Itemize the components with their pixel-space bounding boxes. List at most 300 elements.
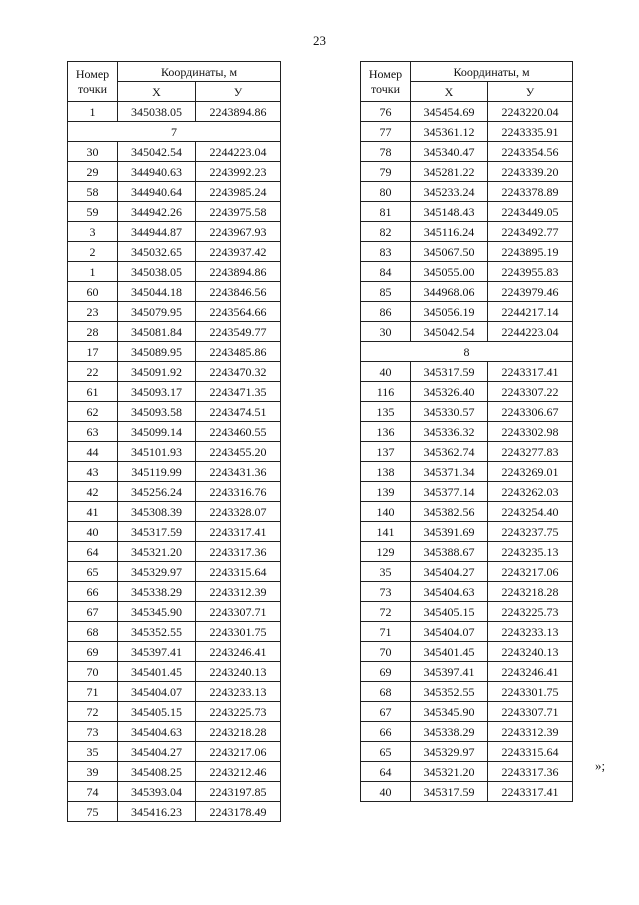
x-coordinate-cell: 345362.74 xyxy=(411,442,488,462)
x-coordinate-cell: 345352.55 xyxy=(411,682,488,702)
x-coordinate-cell: 345099.14 xyxy=(118,422,196,442)
table-row xyxy=(361,622,573,642)
point-number-cell: 137 xyxy=(361,442,411,462)
point-number-cell: 40 xyxy=(68,522,118,542)
point-number-cell: 3 xyxy=(68,222,118,242)
point-number-cell: 66 xyxy=(361,722,411,742)
point-number-cell: 71 xyxy=(361,622,411,642)
y-coordinate-cell: 2243895.19 xyxy=(488,242,573,262)
x-coordinate-cell: 345393.04 xyxy=(118,782,196,802)
table-row xyxy=(68,142,281,162)
x-coordinate-cell: 344940.63 xyxy=(118,162,196,182)
table-row xyxy=(68,282,281,302)
table-row xyxy=(68,582,281,602)
y-coordinate-cell: 2243354.56 xyxy=(488,142,573,162)
table-row xyxy=(361,662,573,682)
y-coordinate-cell: 2243894.86 xyxy=(196,102,281,122)
y-coordinate-cell: 2243312.39 xyxy=(196,582,281,602)
table-row xyxy=(68,542,281,562)
x-coordinate-cell: 345093.58 xyxy=(118,402,196,422)
x-coordinate-cell: 345352.55 xyxy=(118,622,196,642)
y-coordinate-cell: 2243460.55 xyxy=(196,422,281,442)
point-number-cell: 86 xyxy=(361,302,411,322)
table-row xyxy=(361,522,573,542)
point-number-cell: 67 xyxy=(361,702,411,722)
table-row xyxy=(361,202,573,222)
point-number-cell: 78 xyxy=(361,142,411,162)
section-number: 7 xyxy=(68,122,281,142)
y-coordinate-cell: 2243233.13 xyxy=(488,622,573,642)
y-coordinate-cell: 2243212.46 xyxy=(196,762,281,782)
point-number-header xyxy=(68,62,118,102)
point-number-cell: 70 xyxy=(361,642,411,662)
table-body-right xyxy=(361,102,573,802)
y-coordinate-cell: 2243564.66 xyxy=(196,302,281,322)
point-number-cell: 71 xyxy=(68,682,118,702)
y-coordinate-cell: 2243306.67 xyxy=(488,402,573,422)
y-coordinate-cell: 2243233.13 xyxy=(196,682,281,702)
y-coordinate-cell: 2243178.49 xyxy=(196,802,281,822)
point-number-header xyxy=(361,62,411,102)
point-number-cell: 65 xyxy=(361,742,411,762)
point-number-cell: 67 xyxy=(68,602,118,622)
x-coordinate-cell: 345321.20 xyxy=(118,542,196,562)
point-number-cell: 28 xyxy=(68,322,118,342)
x-coordinate-cell: 345397.41 xyxy=(411,662,488,682)
x-coordinate-cell: 345055.00 xyxy=(411,262,488,282)
point-number-cell: 35 xyxy=(361,562,411,582)
point-number-cell: 84 xyxy=(361,262,411,282)
point-number-cell: 59 xyxy=(68,202,118,222)
section-row xyxy=(361,342,573,362)
y-coordinate-cell: 2243549.77 xyxy=(196,322,281,342)
y-coordinate-cell: 2244223.04 xyxy=(196,142,281,162)
y-coordinate-cell: 2243237.75 xyxy=(488,522,573,542)
x-coordinate-cell: 345382.56 xyxy=(411,502,488,522)
table-row xyxy=(68,322,281,342)
table-row xyxy=(68,742,281,762)
y-coordinate-cell: 2243985.24 xyxy=(196,182,281,202)
y-coordinate-cell: 2243225.73 xyxy=(488,602,573,622)
table-row xyxy=(68,102,281,122)
x-coordinate-cell: 345256.24 xyxy=(118,482,196,502)
y-coordinate-cell: 2243339.20 xyxy=(488,162,573,182)
x-coordinate-cell: 345338.29 xyxy=(118,582,196,602)
point-number-cell: 23 xyxy=(68,302,118,322)
x-coordinate-cell: 345044.18 xyxy=(118,282,196,302)
y-coordinate-cell: 2243240.13 xyxy=(196,662,281,682)
y-coordinate-cell: 2243431.36 xyxy=(196,462,281,482)
point-number-cell: 79 xyxy=(361,162,411,182)
table-row xyxy=(68,802,281,822)
x-coordinate-cell: 345321.20 xyxy=(411,762,488,782)
point-number-cell: 140 xyxy=(361,502,411,522)
table-row xyxy=(68,722,281,742)
y-coordinate-cell: 2243197.85 xyxy=(196,782,281,802)
point-number-cell: 35 xyxy=(68,742,118,762)
table-row xyxy=(68,682,281,702)
x-coordinate-cell: 345067.50 xyxy=(411,242,488,262)
x-header: X xyxy=(118,82,196,102)
y-coordinate-cell: 2243317.36 xyxy=(196,542,281,562)
x-coordinate-cell: 345042.54 xyxy=(411,322,488,342)
x-coordinate-cell: 345148.43 xyxy=(411,202,488,222)
table-row xyxy=(68,702,281,722)
table-row xyxy=(361,642,573,662)
x-coordinate-cell: 345091.92 xyxy=(118,362,196,382)
x-coordinate-cell: 345397.41 xyxy=(118,642,196,662)
table-row xyxy=(68,642,281,662)
y-coordinate-cell: 2243455.20 xyxy=(196,442,281,462)
y-coordinate-cell: 2243471.35 xyxy=(196,382,281,402)
x-coordinate-cell: 345317.59 xyxy=(118,522,196,542)
header-row xyxy=(68,62,281,82)
x-coordinate-cell: 345404.27 xyxy=(411,562,488,582)
point-number-cell: 138 xyxy=(361,462,411,482)
table-row xyxy=(68,262,281,282)
table-row xyxy=(68,562,281,582)
coordinates-table-right xyxy=(360,61,573,802)
table-row xyxy=(361,242,573,262)
x-coordinate-cell: 344942.26 xyxy=(118,202,196,222)
y-coordinate-cell: 2243235.13 xyxy=(488,542,573,562)
point-number-cell: 1 xyxy=(68,262,118,282)
table-row xyxy=(68,462,281,482)
table-row xyxy=(361,442,573,462)
table-row xyxy=(361,362,573,382)
point-number-cell: 85 xyxy=(361,282,411,302)
x-coordinate-cell: 345377.14 xyxy=(411,482,488,502)
y-coordinate-cell: 2243225.73 xyxy=(196,702,281,722)
x-coordinate-cell: 345404.07 xyxy=(411,622,488,642)
table-row xyxy=(68,222,281,242)
point-number-cell: 135 xyxy=(361,402,411,422)
table-row xyxy=(361,542,573,562)
y-coordinate-cell: 2244217.14 xyxy=(488,302,573,322)
point-number-cell: 68 xyxy=(361,682,411,702)
table-row xyxy=(68,782,281,802)
table-row xyxy=(68,402,281,422)
y-coordinate-cell: 2243894.86 xyxy=(196,262,281,282)
y-coordinate-cell: 2243262.03 xyxy=(488,482,573,502)
y-coordinate-cell: 2243218.28 xyxy=(488,582,573,602)
table-row xyxy=(361,742,573,762)
section-row xyxy=(68,122,281,142)
x-coordinate-cell: 345338.29 xyxy=(411,722,488,742)
table-row xyxy=(361,422,573,442)
x-coordinate-cell: 345371.34 xyxy=(411,462,488,482)
point-number-cell: 64 xyxy=(68,542,118,562)
table-row xyxy=(361,762,573,782)
table-row xyxy=(361,582,573,602)
x-coordinate-cell: 345079.95 xyxy=(118,302,196,322)
x-coordinate-cell: 345405.15 xyxy=(118,702,196,722)
y-coordinate-cell: 2243269.01 xyxy=(488,462,573,482)
table-row xyxy=(68,662,281,682)
x-coordinate-cell: 345454.69 xyxy=(411,102,488,122)
y-coordinate-cell: 2243992.23 xyxy=(196,162,281,182)
point-number-cell: 139 xyxy=(361,482,411,502)
x-coordinate-cell: 345038.05 xyxy=(118,102,196,122)
point-number-cell: 141 xyxy=(361,522,411,542)
y-coordinate-cell: 2243317.41 xyxy=(196,522,281,542)
table-row xyxy=(361,282,573,302)
x-coordinate-cell: 345101.93 xyxy=(118,442,196,462)
y-coordinate-cell: 2243217.06 xyxy=(196,742,281,762)
x-coordinate-cell: 345093.17 xyxy=(118,382,196,402)
point-number-cell: 73 xyxy=(68,722,118,742)
point-number-cell: 30 xyxy=(68,142,118,162)
x-coordinate-cell: 345089.95 xyxy=(118,342,196,362)
y-coordinate-cell: 2243312.39 xyxy=(488,722,573,742)
point-number-cell: 39 xyxy=(68,762,118,782)
y-coordinate-cell: 2243246.41 xyxy=(196,642,281,662)
point-number-cell: 66 xyxy=(68,582,118,602)
page-number: 23 xyxy=(313,33,326,48)
y-coordinate-cell: 2243315.64 xyxy=(488,742,573,762)
y-coordinate-cell: 2243967.93 xyxy=(196,222,281,242)
y-coordinate-cell: 2243220.04 xyxy=(488,102,573,122)
point-number-cell: 68 xyxy=(68,622,118,642)
point-number-cell: 83 xyxy=(361,242,411,262)
table-row xyxy=(361,702,573,722)
table-row xyxy=(68,162,281,182)
closing-quote: »; xyxy=(595,758,606,773)
table-row xyxy=(361,142,573,162)
y-coordinate-cell: 2243975.58 xyxy=(196,202,281,222)
table-row xyxy=(361,562,573,582)
x-coordinate-cell: 345404.07 xyxy=(118,682,196,702)
point-number-cell: 42 xyxy=(68,482,118,502)
point-number-cell: 74 xyxy=(68,782,118,802)
y-coordinate-cell: 2243307.71 xyxy=(488,702,573,722)
point-number-cell: 1 xyxy=(68,102,118,122)
y-coordinate-cell: 2243955.83 xyxy=(488,262,573,282)
y-coordinate-cell: 2243846.56 xyxy=(196,282,281,302)
point-number-cell: 72 xyxy=(361,602,411,622)
point-header-line1: Номер xyxy=(75,66,110,81)
point-number-cell: 63 xyxy=(68,422,118,442)
section-number: 8 xyxy=(361,342,573,362)
x-coordinate-cell: 345308.39 xyxy=(118,502,196,522)
coordinates-header: Координаты, м xyxy=(118,62,281,82)
y-coordinate-cell: 2243316.76 xyxy=(196,482,281,502)
y-coordinate-cell: 2243328.07 xyxy=(196,502,281,522)
point-number-cell: 58 xyxy=(68,182,118,202)
x-coordinate-cell: 345404.63 xyxy=(118,722,196,742)
point-number-cell: 82 xyxy=(361,222,411,242)
point-number-cell: 44 xyxy=(68,442,118,462)
point-number-cell: 17 xyxy=(68,342,118,362)
x-coordinate-cell: 345119.99 xyxy=(118,462,196,482)
table-row xyxy=(68,762,281,782)
x-coordinate-cell: 345416.23 xyxy=(118,802,196,822)
x-coordinate-cell: 345042.54 xyxy=(118,142,196,162)
x-coordinate-cell: 345326.40 xyxy=(411,382,488,402)
y-coordinate-cell: 2243335.91 xyxy=(488,122,573,142)
y-coordinate-cell: 2243470.32 xyxy=(196,362,281,382)
table-row xyxy=(68,422,281,442)
point-number-cell: 40 xyxy=(361,782,411,802)
point-header-line1: Номер xyxy=(368,66,403,81)
y-coordinate-cell: 2243485.86 xyxy=(196,342,281,362)
x-coordinate-cell: 345032.65 xyxy=(118,242,196,262)
point-number-cell: 81 xyxy=(361,202,411,222)
x-coordinate-cell: 345081.84 xyxy=(118,322,196,342)
y-coordinate-cell: 2243254.40 xyxy=(488,502,573,522)
table-row xyxy=(361,682,573,702)
x-coordinate-cell: 345281.22 xyxy=(411,162,488,182)
point-number-cell: 76 xyxy=(361,102,411,122)
table-row xyxy=(68,602,281,622)
table-row xyxy=(68,522,281,542)
point-number-cell: 30 xyxy=(361,322,411,342)
point-number-cell: 69 xyxy=(361,662,411,682)
table-row xyxy=(361,262,573,282)
point-number-cell: 70 xyxy=(68,662,118,682)
table-body-left xyxy=(68,102,281,822)
x-coordinate-cell: 345401.45 xyxy=(118,662,196,682)
x-coordinate-cell: 345317.59 xyxy=(411,362,488,382)
point-number-cell: 43 xyxy=(68,462,118,482)
table-row xyxy=(361,182,573,202)
table-row xyxy=(361,302,573,322)
x-coordinate-cell: 345404.27 xyxy=(118,742,196,762)
table-row xyxy=(68,182,281,202)
y-coordinate-cell: 2243218.28 xyxy=(196,722,281,742)
table-row xyxy=(361,502,573,522)
table-row xyxy=(361,482,573,502)
table-row xyxy=(361,122,573,142)
y-coordinate-cell: 2243301.75 xyxy=(488,682,573,702)
table-row xyxy=(361,382,573,402)
point-number-cell: 40 xyxy=(361,362,411,382)
point-number-cell: 69 xyxy=(68,642,118,662)
coordinates-header: Координаты, м xyxy=(411,62,573,82)
x-coordinate-cell: 345038.05 xyxy=(118,262,196,282)
table-row xyxy=(68,202,281,222)
x-coordinate-cell: 345233.24 xyxy=(411,182,488,202)
point-number-cell: 80 xyxy=(361,182,411,202)
table-row xyxy=(361,402,573,422)
table-row xyxy=(361,222,573,242)
x-coordinate-cell: 344940.64 xyxy=(118,182,196,202)
x-header: X xyxy=(411,82,488,102)
x-coordinate-cell: 345329.97 xyxy=(411,742,488,762)
point-number-cell: 116 xyxy=(361,382,411,402)
point-number-cell: 2 xyxy=(68,242,118,262)
table-row xyxy=(361,782,573,802)
y-coordinate-cell: 2243277.83 xyxy=(488,442,573,462)
x-coordinate-cell: 345391.69 xyxy=(411,522,488,542)
y-coordinate-cell: 2243317.36 xyxy=(488,762,573,782)
table-row xyxy=(68,622,281,642)
point-number-cell: 61 xyxy=(68,382,118,402)
x-coordinate-cell: 345116.24 xyxy=(411,222,488,242)
table-row xyxy=(68,342,281,362)
coordinates-table-left xyxy=(67,61,281,822)
table-row xyxy=(361,162,573,182)
point-number-cell: 29 xyxy=(68,162,118,182)
table-row xyxy=(361,462,573,482)
point-number-cell: 65 xyxy=(68,562,118,582)
header-row xyxy=(361,62,573,82)
point-number-cell: 73 xyxy=(361,582,411,602)
point-number-cell: 60 xyxy=(68,282,118,302)
y-coordinate-cell: 2243474.51 xyxy=(196,402,281,422)
x-coordinate-cell: 345317.59 xyxy=(411,782,488,802)
y-coordinate-cell: 2243449.05 xyxy=(488,202,573,222)
table-row xyxy=(361,602,573,622)
x-coordinate-cell: 345056.19 xyxy=(411,302,488,322)
point-number-cell: 77 xyxy=(361,122,411,142)
table-row xyxy=(361,722,573,742)
y-coordinate-cell: 2243307.71 xyxy=(196,602,281,622)
y-coordinate-cell: 2244223.04 xyxy=(488,322,573,342)
y-header: У xyxy=(196,82,281,102)
y-coordinate-cell: 2243317.41 xyxy=(488,782,573,802)
x-coordinate-cell: 345388.67 xyxy=(411,542,488,562)
point-number-cell: 129 xyxy=(361,542,411,562)
y-coordinate-cell: 2243492.77 xyxy=(488,222,573,242)
y-coordinate-cell: 2243315.64 xyxy=(196,562,281,582)
table-row xyxy=(68,242,281,262)
table-row xyxy=(68,362,281,382)
table-row xyxy=(68,382,281,402)
x-coordinate-cell: 345404.63 xyxy=(411,582,488,602)
table-row xyxy=(68,482,281,502)
table-row xyxy=(361,102,573,122)
y-coordinate-cell: 2243217.06 xyxy=(488,562,573,582)
x-coordinate-cell: 345345.90 xyxy=(411,702,488,722)
x-coordinate-cell: 345345.90 xyxy=(118,602,196,622)
point-number-cell: 136 xyxy=(361,422,411,442)
x-coordinate-cell: 344944.87 xyxy=(118,222,196,242)
table-row xyxy=(68,442,281,462)
point-header-line2: точки xyxy=(370,81,401,96)
x-coordinate-cell: 344968.06 xyxy=(411,282,488,302)
y-header: У xyxy=(488,82,573,102)
y-coordinate-cell: 2243302.98 xyxy=(488,422,573,442)
point-number-cell: 64 xyxy=(361,762,411,782)
y-coordinate-cell: 2243317.41 xyxy=(488,362,573,382)
point-number-cell: 22 xyxy=(68,362,118,382)
y-coordinate-cell: 2243307.22 xyxy=(488,382,573,402)
x-coordinate-cell: 345330.57 xyxy=(411,402,488,422)
x-coordinate-cell: 345336.32 xyxy=(411,422,488,442)
y-coordinate-cell: 2243979.46 xyxy=(488,282,573,302)
y-coordinate-cell: 2243937.42 xyxy=(196,242,281,262)
point-number-cell: 75 xyxy=(68,802,118,822)
y-coordinate-cell: 2243246.41 xyxy=(488,662,573,682)
x-coordinate-cell: 345361.12 xyxy=(411,122,488,142)
y-coordinate-cell: 2243240.13 xyxy=(488,642,573,662)
point-number-cell: 41 xyxy=(68,502,118,522)
table-row xyxy=(68,302,281,322)
point-header-line2: точки xyxy=(77,81,108,96)
x-coordinate-cell: 345405.15 xyxy=(411,602,488,622)
point-number-cell: 72 xyxy=(68,702,118,722)
y-coordinate-cell: 2243378.89 xyxy=(488,182,573,202)
table-row xyxy=(68,502,281,522)
x-coordinate-cell: 345408.25 xyxy=(118,762,196,782)
point-number-cell: 62 xyxy=(68,402,118,422)
x-coordinate-cell: 345340.47 xyxy=(411,142,488,162)
table-row xyxy=(361,322,573,342)
x-coordinate-cell: 345401.45 xyxy=(411,642,488,662)
y-coordinate-cell: 2243301.75 xyxy=(196,622,281,642)
x-coordinate-cell: 345329.97 xyxy=(118,562,196,582)
